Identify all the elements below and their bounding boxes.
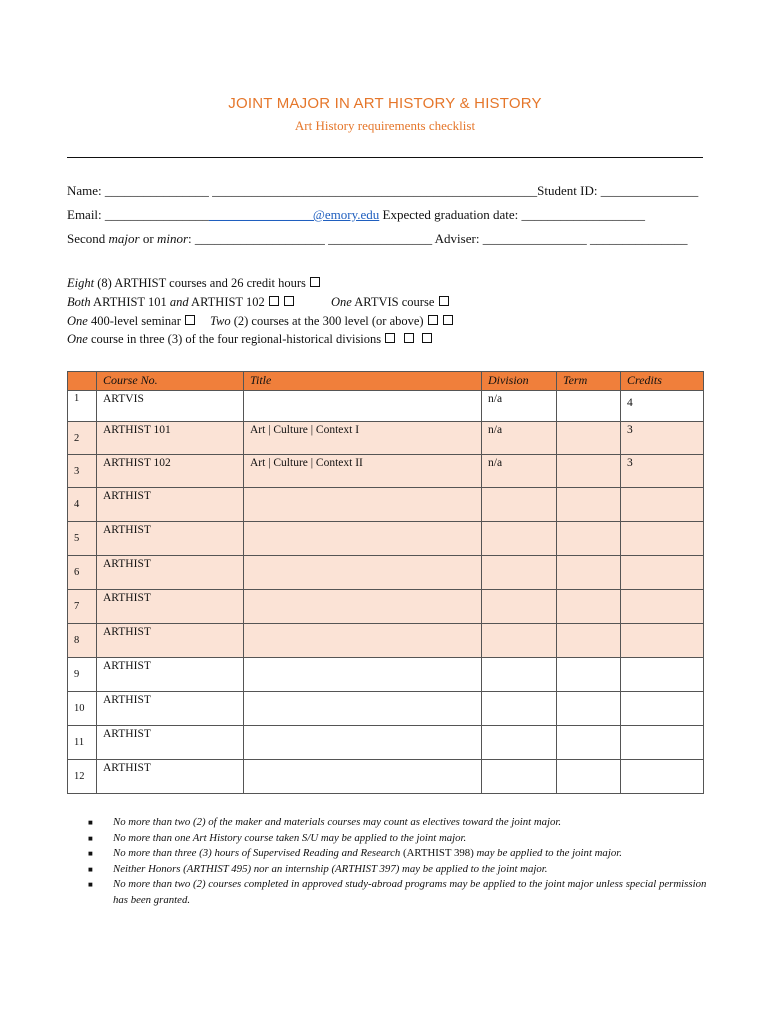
table-row	[68, 422, 704, 455]
course-cell: ARTHIST	[97, 556, 244, 590]
email-link[interactable]: ________________@emory.edu	[208, 207, 380, 222]
table-row	[68, 391, 704, 422]
checkbox[interactable]	[443, 315, 453, 325]
req-text: 400-level seminar	[87, 314, 184, 328]
note-item	[88, 862, 708, 878]
title-cell[interactable]	[244, 488, 482, 522]
division-cell[interactable]	[482, 556, 557, 590]
title-cell[interactable]	[244, 522, 482, 556]
requirement-1	[67, 276, 321, 291]
req-emphasis: and	[169, 295, 189, 309]
req-text: course in three (3) of the four regional-historical divisions	[87, 332, 385, 346]
graduation-label: Expected graduation date:	[379, 207, 522, 222]
division-cell[interactable]	[482, 760, 557, 794]
header-title: Title	[244, 372, 482, 391]
notes-list	[88, 815, 708, 908]
row-number: 10	[68, 692, 97, 726]
req-text: ARTHIST 102	[188, 295, 268, 309]
email-line	[67, 207, 645, 223]
checkbox[interactable]	[185, 315, 195, 325]
email-field[interactable]: ________________	[104, 207, 209, 222]
req-emphasis: One	[67, 332, 88, 346]
minor-label: minor	[156, 231, 188, 246]
row-number: 4	[68, 488, 97, 522]
title-cell[interactable]	[244, 692, 482, 726]
division-cell[interactable]	[482, 590, 557, 624]
title-cell[interactable]	[244, 391, 482, 422]
course-table	[67, 371, 704, 794]
note-item	[88, 877, 708, 908]
req-emphasis: Both	[67, 295, 91, 309]
name-line	[67, 183, 698, 199]
row-number: 9	[68, 658, 97, 692]
major-label: major	[108, 231, 140, 246]
divider	[67, 157, 703, 158]
term-cell[interactable]	[557, 760, 621, 794]
division-cell[interactable]	[482, 522, 557, 556]
credits-cell[interactable]	[621, 522, 704, 556]
checkbox[interactable]	[385, 333, 395, 343]
course-cell: ARTHIST	[97, 658, 244, 692]
second-line	[67, 231, 687, 247]
course-cell: ARTHIST 101	[97, 422, 244, 455]
note-item	[88, 831, 708, 847]
second-label: Second	[67, 231, 109, 246]
term-cell[interactable]	[557, 692, 621, 726]
credits-cell[interactable]: 4	[621, 391, 704, 422]
table-row	[68, 692, 704, 726]
header-course: Course No.	[97, 372, 244, 391]
or-label: or	[139, 231, 157, 246]
checkbox[interactable]	[428, 315, 438, 325]
division-cell[interactable]	[482, 726, 557, 760]
course-cell: ARTHIST	[97, 488, 244, 522]
note-text: No more than one Art History course taken S/U may be applied to the joint major.	[113, 831, 467, 844]
checkbox[interactable]	[439, 296, 449, 306]
table-header-row	[68, 372, 704, 391]
term-cell[interactable]	[557, 726, 621, 760]
division-cell[interactable]: n/a	[482, 391, 557, 422]
req-emphasis: One	[67, 314, 88, 328]
division-cell[interactable]: n/a	[482, 455, 557, 488]
row-number: 3	[68, 455, 97, 488]
table-row	[68, 726, 704, 760]
division-cell[interactable]	[482, 692, 557, 726]
student-id-field[interactable]: _______________	[600, 183, 699, 198]
header-division: Division	[482, 372, 557, 391]
table-row	[68, 455, 704, 488]
page-subtitle: Art History requirements checklist	[294, 118, 476, 133]
row-number: 5	[68, 522, 97, 556]
note-item	[88, 846, 708, 862]
requirement-2	[67, 295, 450, 310]
table-row	[68, 658, 704, 692]
colon-label: :	[188, 231, 192, 246]
name-label: Name:	[67, 183, 105, 198]
credits-cell[interactable]	[621, 624, 704, 658]
bullet-icon: ■	[88, 880, 93, 889]
credits-cell[interactable]	[621, 692, 704, 726]
header-num	[68, 372, 97, 391]
table-row	[68, 488, 704, 522]
req-text: (2) courses at the 300 level (or above)	[230, 314, 427, 328]
credits-cell[interactable]	[621, 658, 704, 692]
adviser-field[interactable]: ________________ _______________	[482, 231, 688, 246]
course-cell: ARTHIST 102	[97, 455, 244, 488]
checkbox[interactable]	[404, 333, 414, 343]
adviser-label: Adviser:	[434, 231, 483, 246]
credits-cell[interactable]: 3	[621, 455, 704, 488]
bullet-icon: ■	[88, 818, 93, 827]
credits-cell[interactable]	[621, 488, 704, 522]
table-row	[68, 556, 704, 590]
term-cell[interactable]	[557, 422, 621, 455]
requirement-4	[67, 332, 433, 347]
division-cell[interactable]	[482, 488, 557, 522]
req-text: ARTHIST 101	[90, 295, 170, 309]
credits-cell[interactable]	[621, 590, 704, 624]
division-cell[interactable]	[482, 658, 557, 692]
req-text: ARTVIS course	[351, 295, 438, 309]
division-cell[interactable]: n/a	[482, 422, 557, 455]
page-title: JOINT MAJOR IN ART HISTORY & HISTORY	[228, 95, 542, 112]
row-number: 6	[68, 556, 97, 590]
credits-cell[interactable]: 3	[621, 422, 704, 455]
req-text: (8) ARTHIST courses and 26 credit hours	[94, 276, 310, 290]
checkbox[interactable]	[310, 277, 320, 287]
checkbox[interactable]	[284, 296, 294, 306]
table-row	[68, 760, 704, 794]
division-cell[interactable]	[482, 624, 557, 658]
note-item	[88, 815, 708, 831]
name-field[interactable]: ________________ __________________________________________________	[104, 183, 538, 198]
course-cell: ARTHIST	[97, 624, 244, 658]
course-cell: ARTVIS	[97, 391, 244, 422]
req-emphasis: Two	[209, 314, 231, 328]
term-cell[interactable]	[557, 658, 621, 692]
row-number: 1	[68, 391, 97, 422]
row-number: 12	[68, 760, 97, 794]
title-cell[interactable]	[244, 760, 482, 794]
row-number: 2	[68, 422, 97, 455]
credits-cell[interactable]	[621, 726, 704, 760]
credits-cell[interactable]	[621, 760, 704, 794]
course-cell: ARTHIST	[97, 760, 244, 794]
student-id-label: Student ID:	[537, 183, 601, 198]
bullet-icon: ■	[88, 833, 93, 843]
course-cell: ARTHIST	[97, 590, 244, 624]
header-term: Term	[557, 372, 621, 391]
note-text: may be applied to the joint major.	[473, 847, 622, 859]
title-cell[interactable]: Art | Culture | Context I	[244, 422, 482, 455]
header-credits: Credits	[621, 372, 704, 391]
term-cell[interactable]	[557, 391, 621, 422]
row-number: 8	[68, 624, 97, 658]
credits-cell[interactable]	[621, 556, 704, 590]
table-row	[68, 624, 704, 658]
checkbox[interactable]	[422, 333, 432, 343]
title-cell[interactable]	[244, 556, 482, 590]
note-text: No more than two (2) courses completed in approved study-abroad programs may be applied to the joint major unless special permission has been granted.	[113, 878, 707, 906]
note-text: No more than three (3) hours of Supervised Reading and Research	[113, 847, 403, 859]
term-cell[interactable]	[557, 455, 621, 488]
title-cell[interactable]: Art | Culture | Context II	[244, 455, 482, 488]
req-emphasis: Eight	[67, 276, 95, 290]
note-text: Neither Honors (ARTHIST 495) nor an internship (ARTHIST 397) may be applied to the joint major.	[113, 862, 548, 875]
graduation-field[interactable]: ___________________	[521, 207, 646, 222]
title-cell[interactable]	[244, 590, 482, 624]
term-cell[interactable]	[557, 624, 621, 658]
bullet-icon: ■	[88, 849, 93, 858]
requirement-3	[67, 314, 454, 329]
table-row	[68, 522, 704, 556]
note-text: (ARTHIST 398)	[402, 847, 474, 859]
term-cell[interactable]	[557, 590, 621, 624]
course-cell: ARTHIST	[97, 726, 244, 760]
bullet-icon: ■	[88, 864, 93, 874]
title-cell[interactable]	[244, 624, 482, 658]
row-number: 7	[68, 590, 97, 624]
row-number: 11	[68, 726, 97, 760]
checkbox[interactable]	[269, 296, 279, 306]
title-cell[interactable]	[244, 726, 482, 760]
term-cell[interactable]	[557, 522, 621, 556]
table-row	[68, 590, 704, 624]
title-cell[interactable]	[244, 658, 482, 692]
note-text: No more than two (2) of the maker and materials courses may count as electives toward the joint major.	[113, 816, 562, 828]
course-cell: ARTHIST	[97, 522, 244, 556]
req-emphasis: One	[330, 295, 352, 309]
email-label: Email:	[67, 207, 105, 222]
course-cell: ARTHIST	[97, 692, 244, 726]
term-cell[interactable]	[557, 488, 621, 522]
term-cell[interactable]	[557, 556, 621, 590]
second-field[interactable]: ____________________ ________________	[191, 231, 435, 246]
